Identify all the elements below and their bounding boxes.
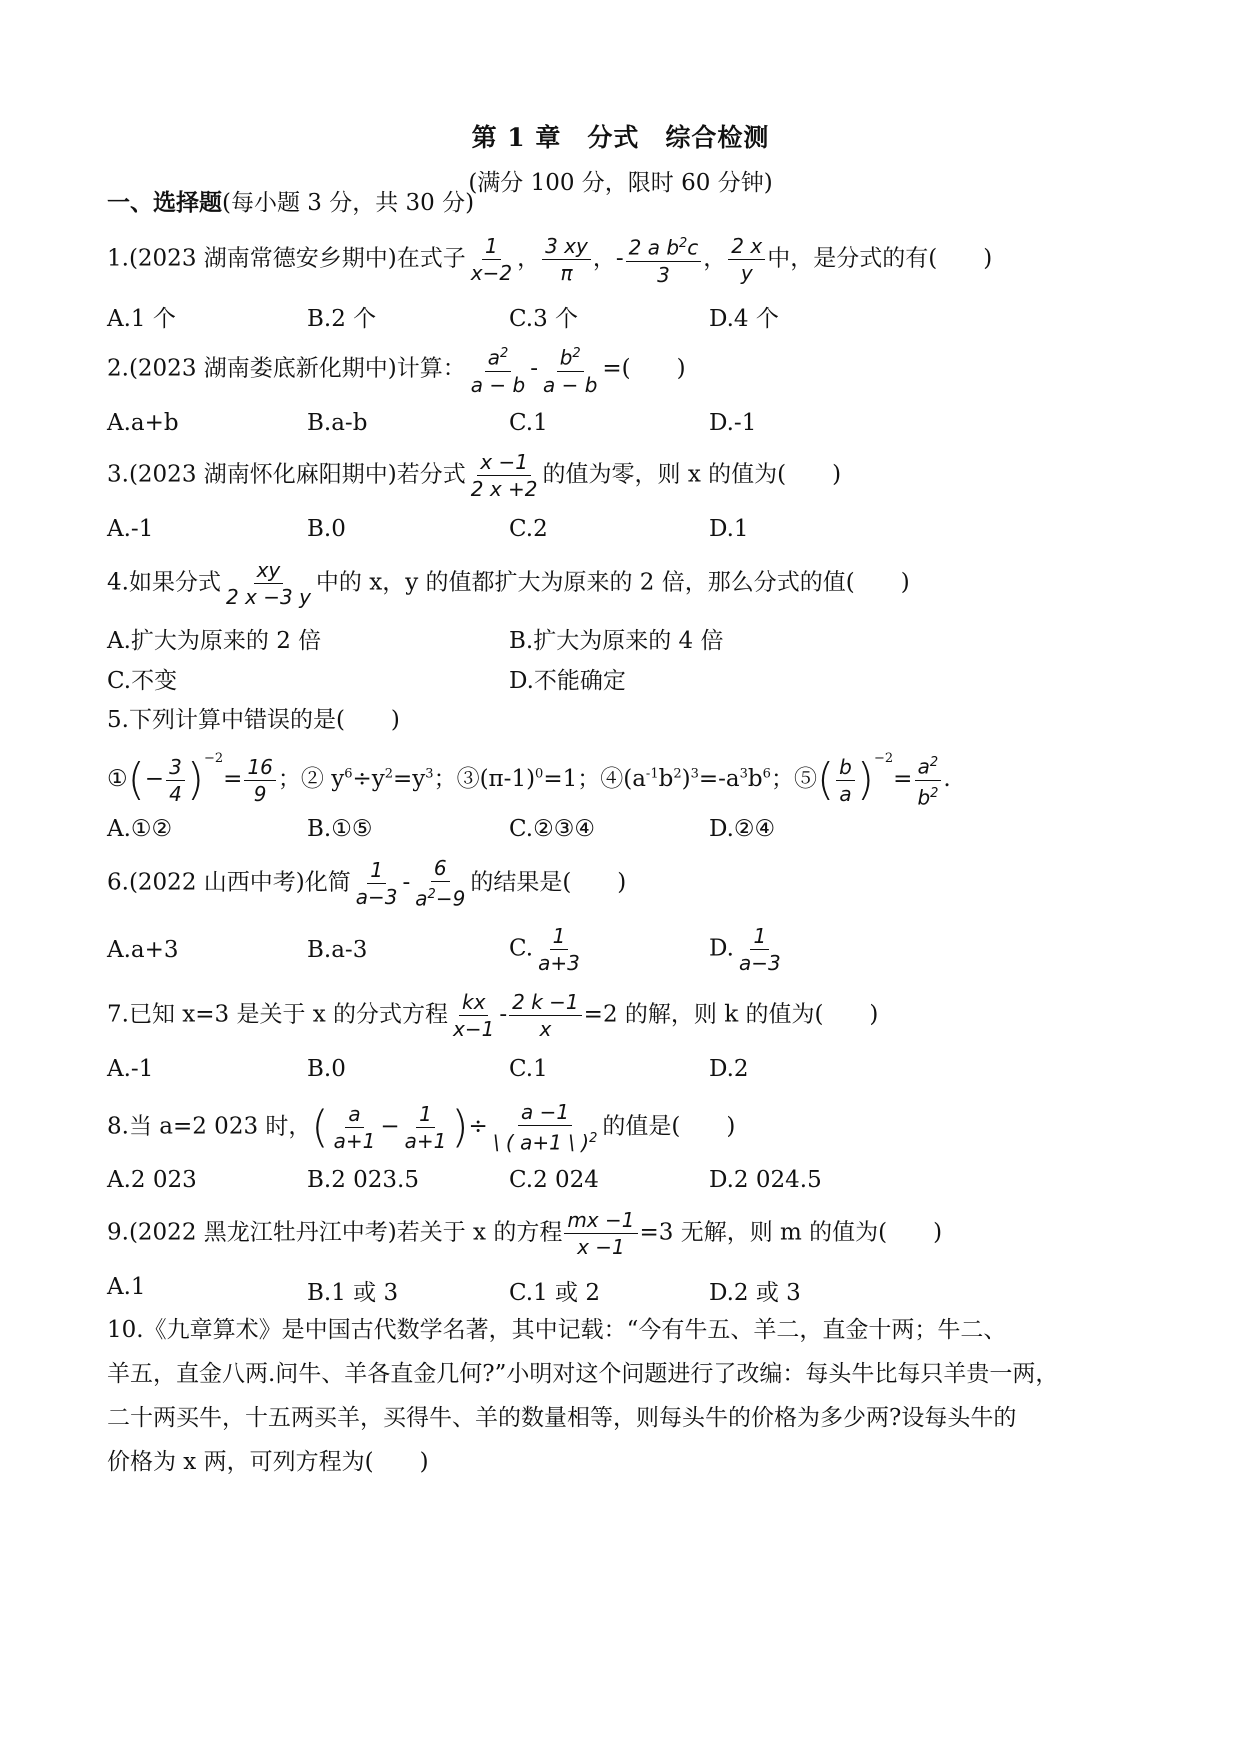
question-1-prefix: 1.(2023 湖南常德安乡期中)在式子 <box>107 245 466 272</box>
question-7 <box>107 990 878 1041</box>
option[interactable]: C.不变 <box>107 668 178 694</box>
option[interactable]: C.2 024 <box>509 1167 599 1193</box>
section-note: (每小题 3 分，共 30 分) <box>222 190 475 216</box>
question-9 <box>107 1208 942 1259</box>
fraction: $\frac{1}{a+3}$ <box>538 924 580 975</box>
option[interactable]: B.2 个 <box>307 306 377 332</box>
fraction: $\frac{kx}{x-1}$ <box>453 990 495 1041</box>
fraction: $\frac{1}{x-2}$ <box>470 233 513 285</box>
question-10 <box>107 1308 1058 1484</box>
option[interactable]: C.1 <box>509 1056 548 1082</box>
fraction: $\frac{a^2}{b^2}$ <box>914 751 941 809</box>
question-10-line: 价格为 x 两，可列方程为( ) <box>107 1449 429 1475</box>
question-1 <box>107 232 992 287</box>
option[interactable]: A.a+b <box>107 410 179 436</box>
question-2-suffix: =( ) <box>602 355 686 382</box>
option[interactable]: C.3 个 <box>509 306 579 332</box>
question-10-line: 二十两买牛，十五两买羊，买得牛、羊的数量相等，则每头牛的价格为多少两?设每头牛的 <box>107 1405 1017 1431</box>
question-7-prefix: 7.已知 x=3 是关于 x 的分式方程 <box>107 1001 449 1028</box>
option[interactable]: A.扩大为原来的 2 倍 <box>107 628 322 654</box>
fraction: $\frac{2 k -1}{x}$ <box>509 990 582 1041</box>
question-9-prefix: 9.(2022 黑龙江牡丹江中考)若关于 x 的方程 <box>107 1219 563 1246</box>
minus-sign: - <box>499 1001 508 1028</box>
question-4-prefix: 4.如果分式 <box>107 569 221 596</box>
option[interactable]: C.1 或 2 <box>509 1280 600 1306</box>
question-9-suffix: =3 无解，则 m 的值为( ) <box>639 1219 943 1246</box>
question-10-line: 10.《九章算术》是中国古代数学名著，其中记载：“今有牛五、羊二，直金十两；牛二、 <box>107 1317 1007 1343</box>
fraction: $\frac{6}{a^2-9}$ <box>415 856 466 911</box>
fraction: $\frac{1}{a-3}$ <box>738 924 781 975</box>
minus-sign: - <box>530 355 538 382</box>
section-heading <box>107 186 474 220</box>
separator: ， <box>703 245 727 272</box>
question-5-expressions: ①(− $\frac{3}{4}$ )$^{-2}$= $\frac{16}{9}$ ；② $y^6\div y^2=y^3$；$③(\pi-1)^0=1$；$④(a^{-1}b^2)^3=-a^3b^6$；⑤( $\frac{b}{a}$ )$^{-2}$= $\frac{a^2}{b^2}$ . <box>107 751 951 810</box>
option[interactable]: C. $\frac{1}{a+3}$ <box>509 924 585 975</box>
question-6-suffix: 的结果是( ) <box>470 869 627 896</box>
question-1-suffix: 中，是分式的有( ) <box>767 245 993 272</box>
fraction: $\frac{1}{a+1}$ <box>404 1101 447 1153</box>
question-10-line: 羊五，直金八两.问牛、羊各直金几何?”小明对这个问题进行了改编：每头牛比每只羊贵一两， <box>107 1361 1059 1387</box>
fraction: $\frac{a}{a+1}$ <box>333 1101 376 1153</box>
question-8-suffix: 的值是( ) <box>602 1113 736 1140</box>
question-5: 5.下列计算中错误的是( ) <box>107 707 400 733</box>
question-4 <box>107 558 910 609</box>
option[interactable]: A.1 <box>107 1274 146 1300</box>
option[interactable]: D.4 个 <box>709 306 779 332</box>
option[interactable]: D.2 024.5 <box>709 1167 822 1193</box>
option[interactable]: A.2 023 <box>107 1167 197 1193</box>
option[interactable]: A.-1 <box>107 516 154 542</box>
option[interactable]: D. $\frac{1}{a-3}$ <box>709 924 786 975</box>
fraction: $\frac{2 x}{y}$ <box>728 234 765 285</box>
fraction: $\frac{a^2}{a - b}$ <box>468 342 528 397</box>
question-2-prefix: 2.(2023 湖南娄底新化期中)计算： <box>107 355 466 382</box>
page-title: 第 1 章 分式 综合检测 <box>471 123 770 152</box>
question-8-prefix: 8.当 a=2 023 时， <box>107 1113 312 1140</box>
option[interactable]: C.2 <box>509 516 548 542</box>
question-3-suffix: 的值为零，则 x 的值为( ) <box>542 461 842 488</box>
minus-sign: - <box>615 245 624 272</box>
question-3-prefix: 3.(2023 湖南怀化麻阳期中)若分式 <box>107 461 466 488</box>
option[interactable]: B.扩大为原来的 4 倍 <box>509 628 724 654</box>
fraction: $\frac{1}{a-3}$ <box>355 857 398 909</box>
option[interactable]: D.2 或 3 <box>709 1280 801 1306</box>
fraction: $\frac{3 xy}{\pi}$ <box>542 234 591 285</box>
option[interactable]: B.0 <box>307 1056 346 1082</box>
fraction: $\frac{xy}{2 x -3 y}$ <box>225 558 311 609</box>
option[interactable]: D.-1 <box>709 410 757 436</box>
question-6 <box>107 856 626 911</box>
expression-list: ；② $y^6\div y^2=y^3$；$③(\pi-1)^0=1$；$④(a^{-1}b^2)^3=-a^3b^6$；⑤ <box>277 766 817 792</box>
question-3 <box>107 450 841 501</box>
question-7-suffix: =2 的解，则 k 的值为( ) <box>583 1001 879 1028</box>
option[interactable]: D.1 <box>709 516 749 542</box>
fraction: $\frac{x -1}{2 x +2}$ <box>470 450 538 501</box>
option[interactable]: D.2 <box>709 1056 749 1082</box>
option[interactable]: B.2 023.5 <box>307 1167 420 1193</box>
question-6-prefix: 6.(2022 山西中考)化简 <box>107 869 351 896</box>
option[interactable]: B.a-3 <box>307 937 368 963</box>
option[interactable]: A.1 个 <box>107 306 176 332</box>
fraction: $\frac{16}{9}$ <box>244 755 275 806</box>
option[interactable]: C.②③④ <box>509 816 595 842</box>
option[interactable]: D.不能确定 <box>509 668 626 694</box>
option[interactable]: D.②④ <box>709 816 776 842</box>
option[interactable]: C.1 <box>509 410 548 436</box>
page-subtitle: (满分 100 分，限时 60 分钟) <box>468 170 773 196</box>
fraction: $\frac{mx -1}{x -1}$ <box>564 1208 637 1259</box>
fraction: $\frac{3}{4}$ <box>166 755 185 806</box>
fraction: $\frac{2 a b^2c}{3}$ <box>626 232 702 287</box>
separator: ， <box>517 245 541 272</box>
question-2 <box>107 342 686 397</box>
question-4-suffix: 中的 x，y 的值都扩大为原来的 2 倍，那么分式的值( ) <box>315 569 910 596</box>
fraction: $\frac{b}{a}$ <box>836 755 855 806</box>
fraction: $\frac{a -1}{\backslash ( a+1 \backslash )^2}$ <box>492 1100 598 1155</box>
option[interactable]: B.0 <box>307 516 346 542</box>
option[interactable]: A.①② <box>107 816 173 842</box>
option[interactable]: B.a-b <box>307 410 368 436</box>
minus-sign: - <box>402 869 411 896</box>
section-label: 一、选择题 <box>107 189 222 216</box>
separator: ， <box>592 245 616 272</box>
option[interactable]: B.1 或 3 <box>307 1280 399 1306</box>
question-8: 8.当 a=2 023 时，( $\frac{a}{a+1}$ − $\frac{1}{a+1}$ )÷ $\frac{a -1}{\backslash ( a+1 \backslash )^2}$ 的值是( ) <box>107 1100 736 1155</box>
fraction: $\frac{b^2}{a - b}$ <box>540 342 600 397</box>
option[interactable]: A.a+3 <box>107 937 179 963</box>
option[interactable]: A.-1 <box>107 1056 154 1082</box>
option[interactable]: B.①⑤ <box>307 816 373 842</box>
